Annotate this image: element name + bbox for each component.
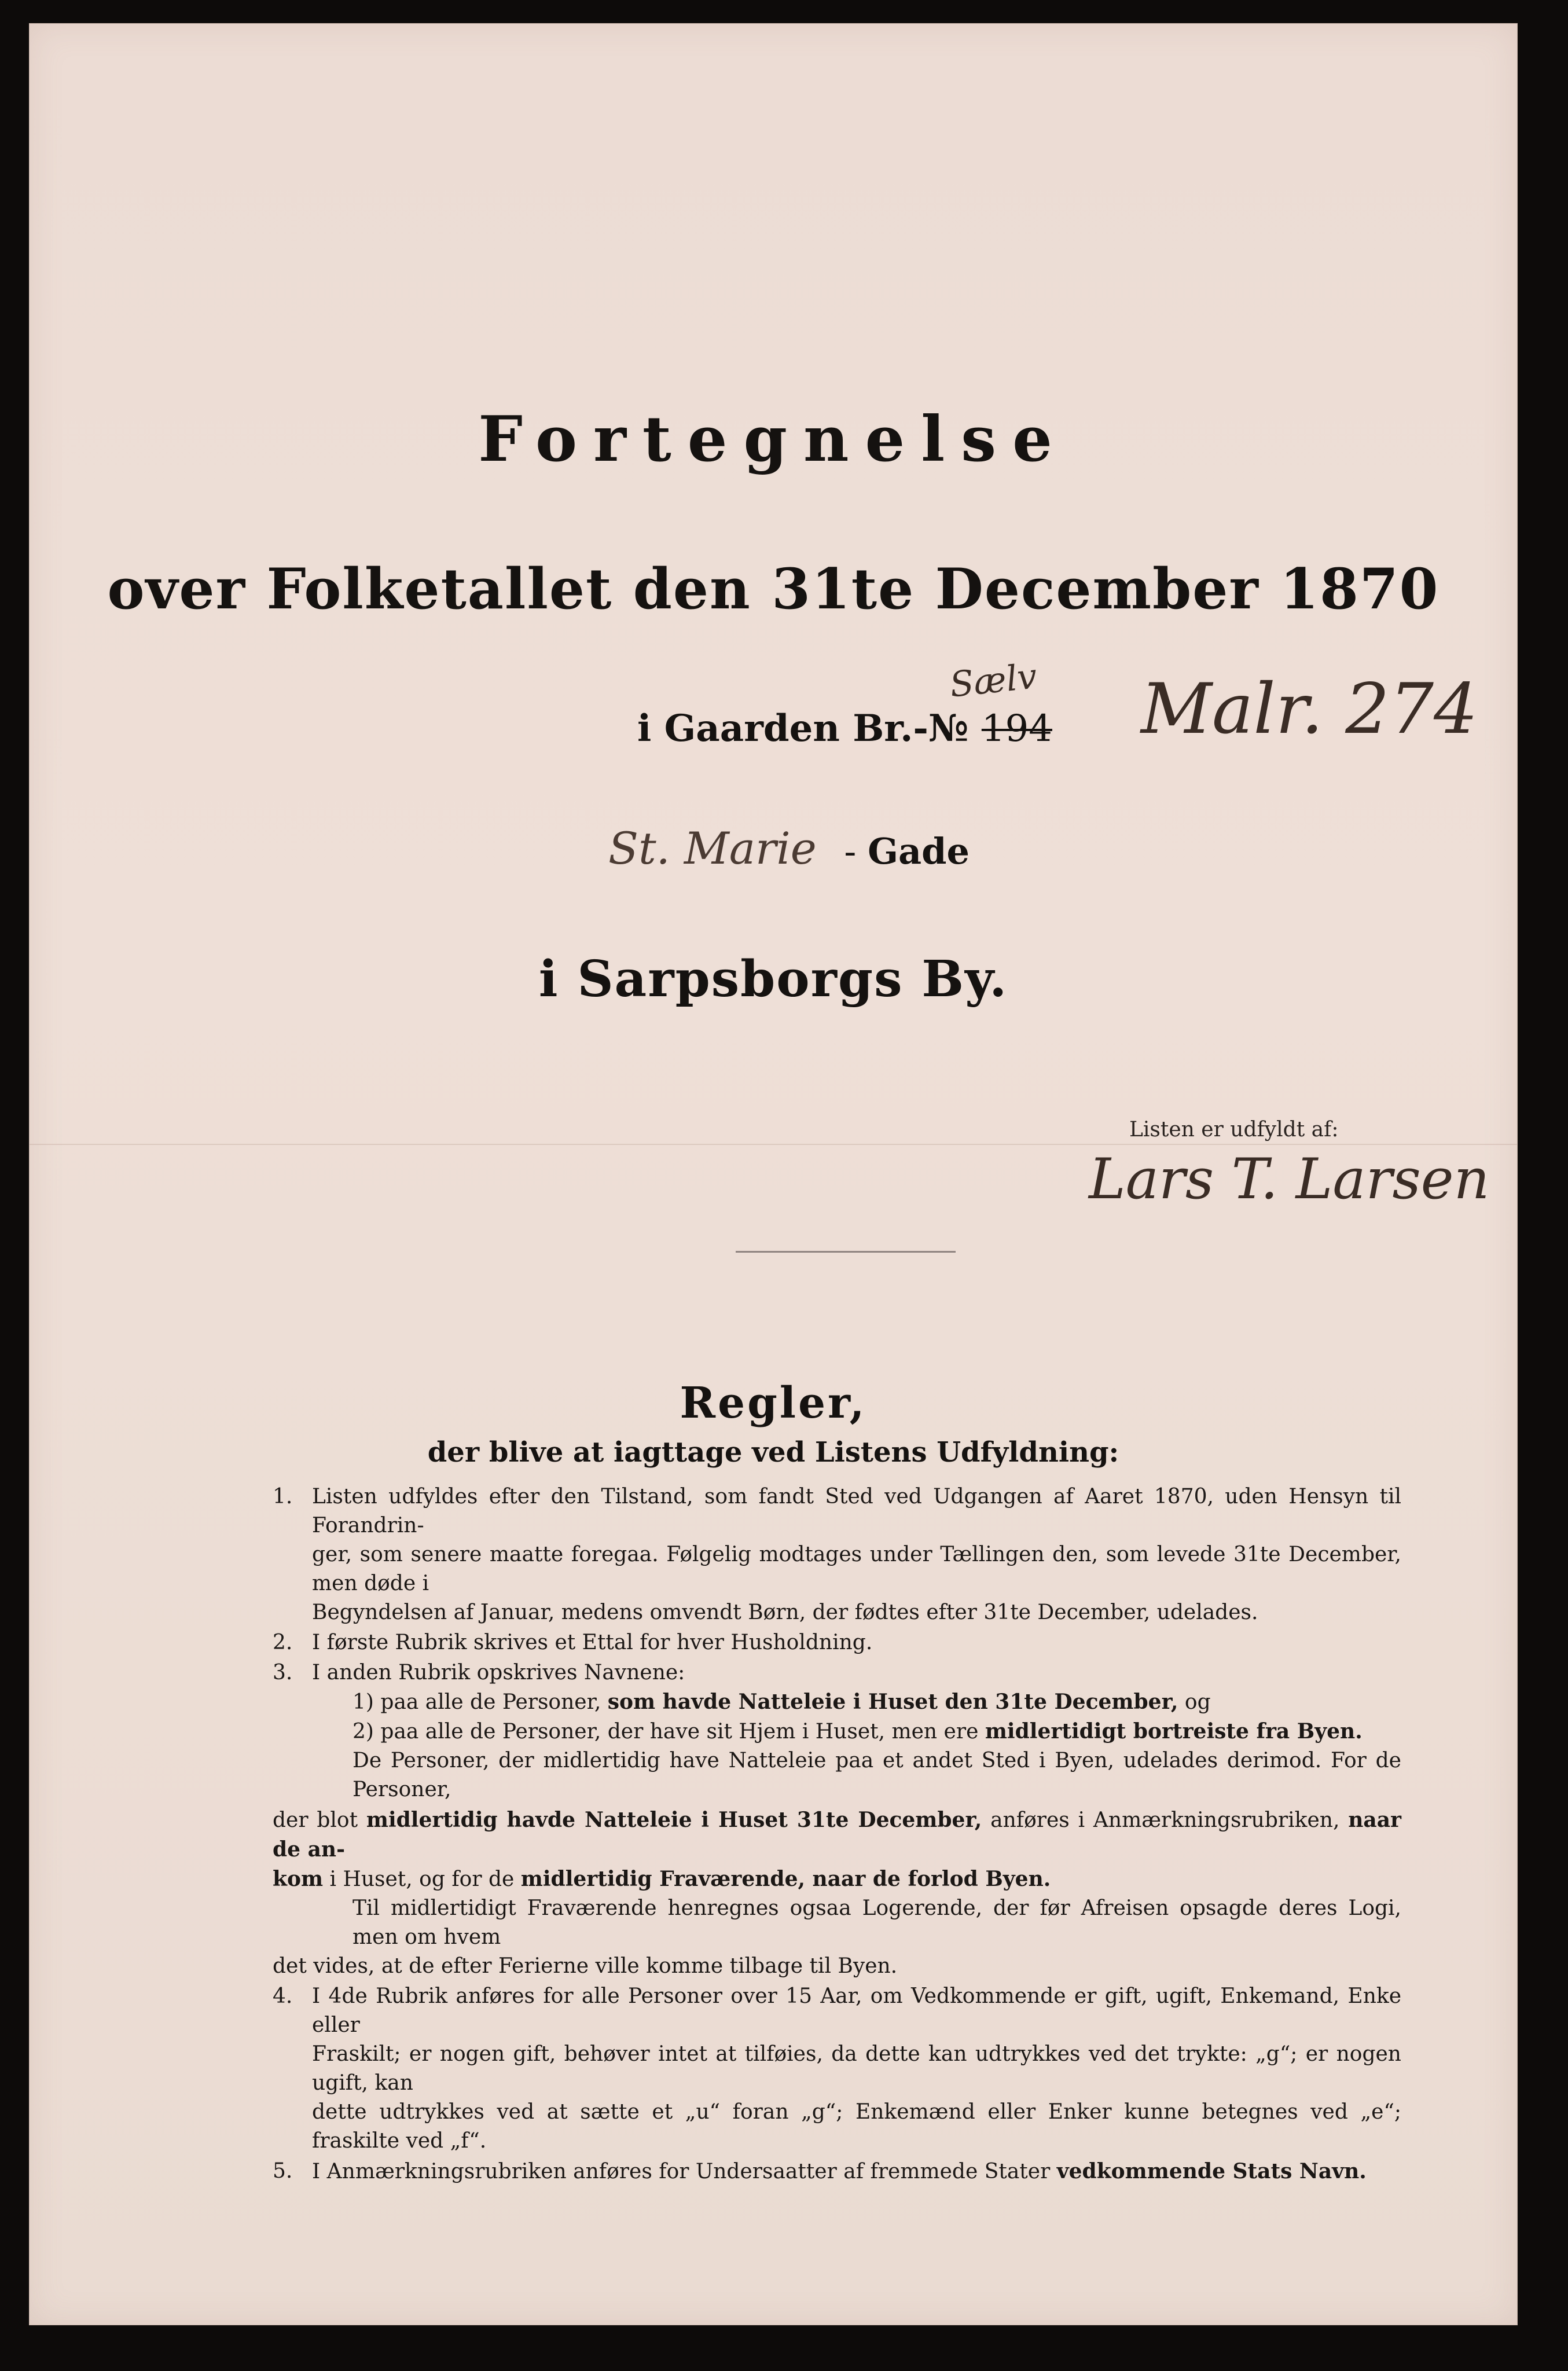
handwritten-property-number: Malr. 274 <box>1141 669 1478 750</box>
paper-fold <box>30 1144 1517 1145</box>
number-sign: № <box>928 707 969 750</box>
struck-number: 194 <box>981 707 1052 750</box>
gaard-line <box>637 707 1052 750</box>
rule-3-sub-1: 1) paa alle de Personer, som havde Natteleie i Huset den 31te December, og <box>352 1690 1211 1714</box>
rules-list <box>273 1482 1401 2188</box>
town-line: i Sarpsborgs By. <box>538 950 1008 1008</box>
rule-3-continued: der blot midlertidig havde Natteleie i Huset 31te December, anføres i Anmærkningsrubriken, naar de an- kom i Huset, og for de midlertidig Fraværende, naar de forlod Byen. Til midlertidigt Fraværende henregnes ogsaa Logerende, der før Afreisen opsagde deres Logi, men om hvem det vides, at de efter Ferierne ville komme tilbage til Byen. <box>273 1808 1401 1978</box>
rule-1: 1. Listen udfyldes efter den Tilstand, som fandt Sted ved Udgangen af Aaret 1870, uden Hensyn til Forandrin- ger, som senere maatte foregaa. Følgelig modtages under Tællingen den, som levede 31te December, men døde i Begyndelsen af Januar, medens omvendt Børn, der fødtes efter 31te December, udelades. <box>273 1485 1401 1624</box>
filled-by-label: Listen er udfyldt af: <box>1129 1118 1339 1142</box>
rules-subtitle: der blive at iagttage ved Listens Udfyldning: <box>427 1436 1119 1469</box>
form-title: Fortegnelse <box>478 403 1068 476</box>
form-subtitle: over Folketallet den 31te December 1870 <box>107 556 1440 622</box>
rule-3-para-1: De Personer, der midlertidig have Natteleie paa et andet Sted i Byen, udelades derimod. For de Personer, <box>352 1749 1401 1801</box>
rule-4: 4. I 4de Rubrik anføres for alle Personer over 15 Aar, om Vedkommende er gift, ugift, Enkemand, Enke eller Fraskilt; er nogen gift, behøver intet at tilføies, da dette kan udtrykkes ved det trykte: „g“; er nogen ugift, kan dette udtrykkes ved at sætte et „u“ foran „g“; Enkemænd eller Enker kunne betegnes ved „e“; fraskilte ved „f“. <box>273 1984 1401 2153</box>
rule-3-sub-2: 2) paa alle de Personer, der have sit Hjem i Huset, men ere midlertidigt bortreiste fra Byen. <box>352 1719 1363 1744</box>
census-form-page <box>29 23 1518 2325</box>
rules-title: Regler, <box>680 1378 867 1428</box>
rule-5: 5. I Anmærkningsrubriken anføres for Undersaatter af fremmede Stater vedkommende Stats Navn. <box>273 2159 1367 2183</box>
gade-dash: - <box>844 830 857 872</box>
rule-3: 3. I anden Rubrik opskrives Navnene: 1) paa alle de Personer, som havde Natteleie i Huset den 31te December, og 2) paa alle de Personer, der have sit Hjem i Huset, men ere midlertidigt bortreiste fra Byen. De Personer, der midlertidig have Natteleie paa et andet Sted i Byen, udelades derimod. For de Personer, <box>273 1658 1401 1804</box>
handwritten-note-above: Sælv <box>948 656 1039 706</box>
rule-2: 2. I første Rubrik skrives et Ettal for hver Husholdning. <box>273 1631 873 1654</box>
divider <box>736 1251 956 1253</box>
gaard-prefix: i Gaarden Br.- <box>637 707 928 750</box>
signature: Lars T. Larsen <box>1089 1147 1490 1212</box>
gade-label: Gade <box>868 830 970 872</box>
gade-line <box>608 823 970 874</box>
handwritten-street-name: St. Marie <box>608 823 817 874</box>
